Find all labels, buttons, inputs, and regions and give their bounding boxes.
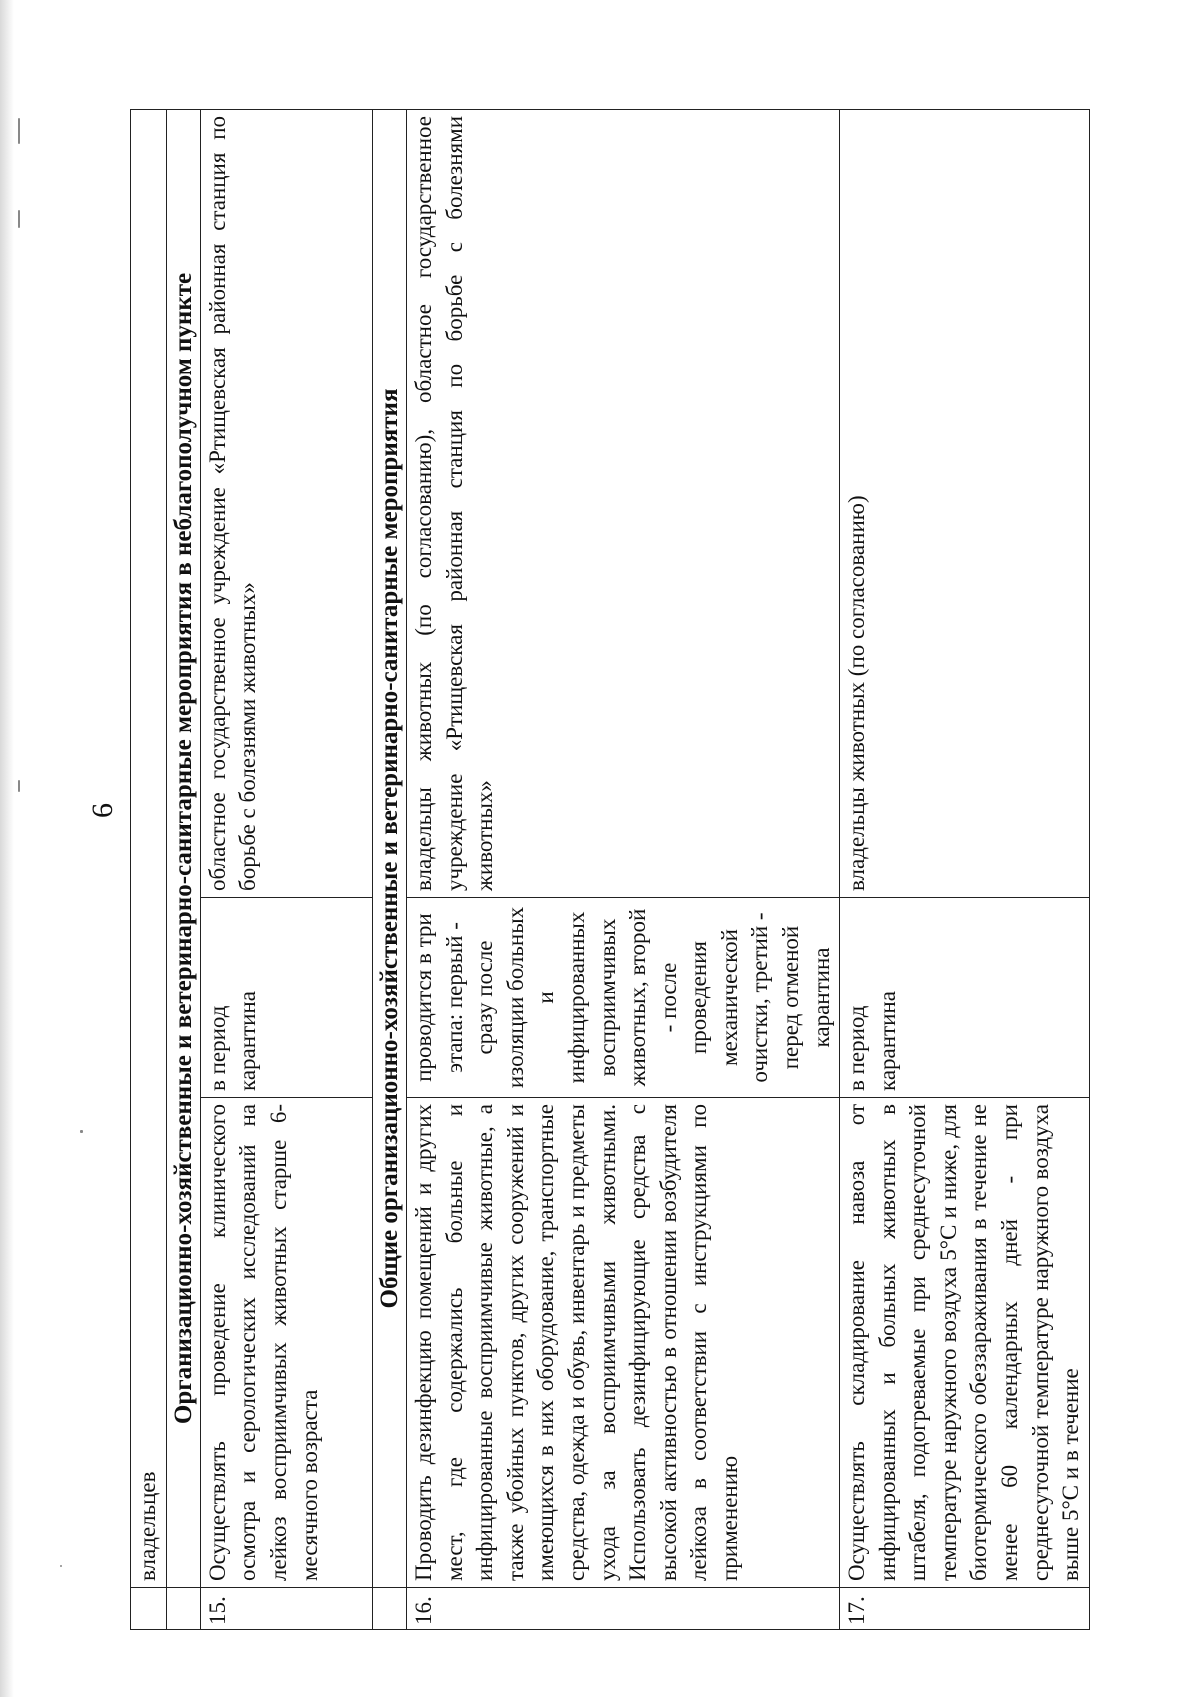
page-number: 6 — [86, 803, 119, 818]
table-cell — [372, 1588, 406, 1630]
row-number: 17. — [840, 1588, 1090, 1630]
scan-speck — [18, 780, 20, 792]
table-row — [840, 109, 1090, 1629]
table-row — [407, 109, 840, 1629]
scan-speck — [18, 118, 20, 144]
table-cell — [166, 1588, 200, 1630]
section-title: Общие организационно-хозяйственные и ветеринарно-санитарные мероприятия — [372, 109, 406, 1587]
responsible-cell: владельцы животных (по согласованию), областное государственное учреждение «Ртищевская районная станция по борьбе с болезнями животных» — [407, 109, 840, 897]
row-number: 16. — [407, 1588, 840, 1630]
scan-edge-shadow — [0, 0, 14, 1697]
table-cell — [131, 1588, 167, 1630]
section-header-row — [166, 109, 200, 1629]
row-number: 15. — [200, 1588, 372, 1630]
section-title: Организационно-хозяйственные и ветеринарно-санитарные мероприятия в неблагополучном пункте — [166, 109, 200, 1587]
scan-speck — [60, 1565, 62, 1567]
table-row — [200, 109, 372, 1629]
table-row — [131, 109, 167, 1629]
scan-speck — [18, 210, 20, 228]
measure-cell: Осуществлять проведение клинического осмотра и серологических исследований на лейкоз восприимчивых животных старше 6-месячного возраста — [200, 1098, 372, 1588]
measures-table — [130, 109, 1090, 1630]
responsible-cell: областное государственное учреждение «Ртищевская районная станция по борьбе с болезнями животных» — [200, 109, 372, 897]
measure-cell: Осуществлять складирование навоза от инфицированных и больных животных в штабеля, подогреваемые при среднесуточной температуре наружного воздуха 5°С и ниже, для биотермического обеззараживания в течение не менее 60 календарных дней - при среднесуточной температуре наружного воздуха выше 5°С и в течение — [840, 1098, 1090, 1588]
timing-cell: в период карантина — [200, 898, 372, 1098]
section-header-row — [372, 109, 406, 1629]
timing-cell: проводится в три этапа: первый - сразу после изоляции больных и инфицированных восприимчивых животных, второй - после проведения механической очистки, третий - перед отменой карантина — [407, 898, 840, 1098]
continuation-cell: владельцев — [131, 109, 167, 1587]
measure-cell: Проводить дезинфекцию помещений и других мест, где содержались больные и инфицированные восприимчивые животные, а также убойных пунктов, других сооружений и имеющихся в них оборудование, транспортные средства, одежда и обувь, инвентарь и предметы ухода за восприимчивыми животными. Использовать дезинфицирующие средства с высокой активностью в отношении возбудителя лейкоза в соответствии с инструкциями по применению — [407, 1098, 840, 1588]
measures-table-sheet — [130, 110, 1084, 1630]
timing-cell: в период карантина — [840, 898, 1090, 1098]
responsible-cell: владельцы животных (по согласованию) — [840, 109, 1090, 897]
scan-speck — [80, 1130, 83, 1133]
